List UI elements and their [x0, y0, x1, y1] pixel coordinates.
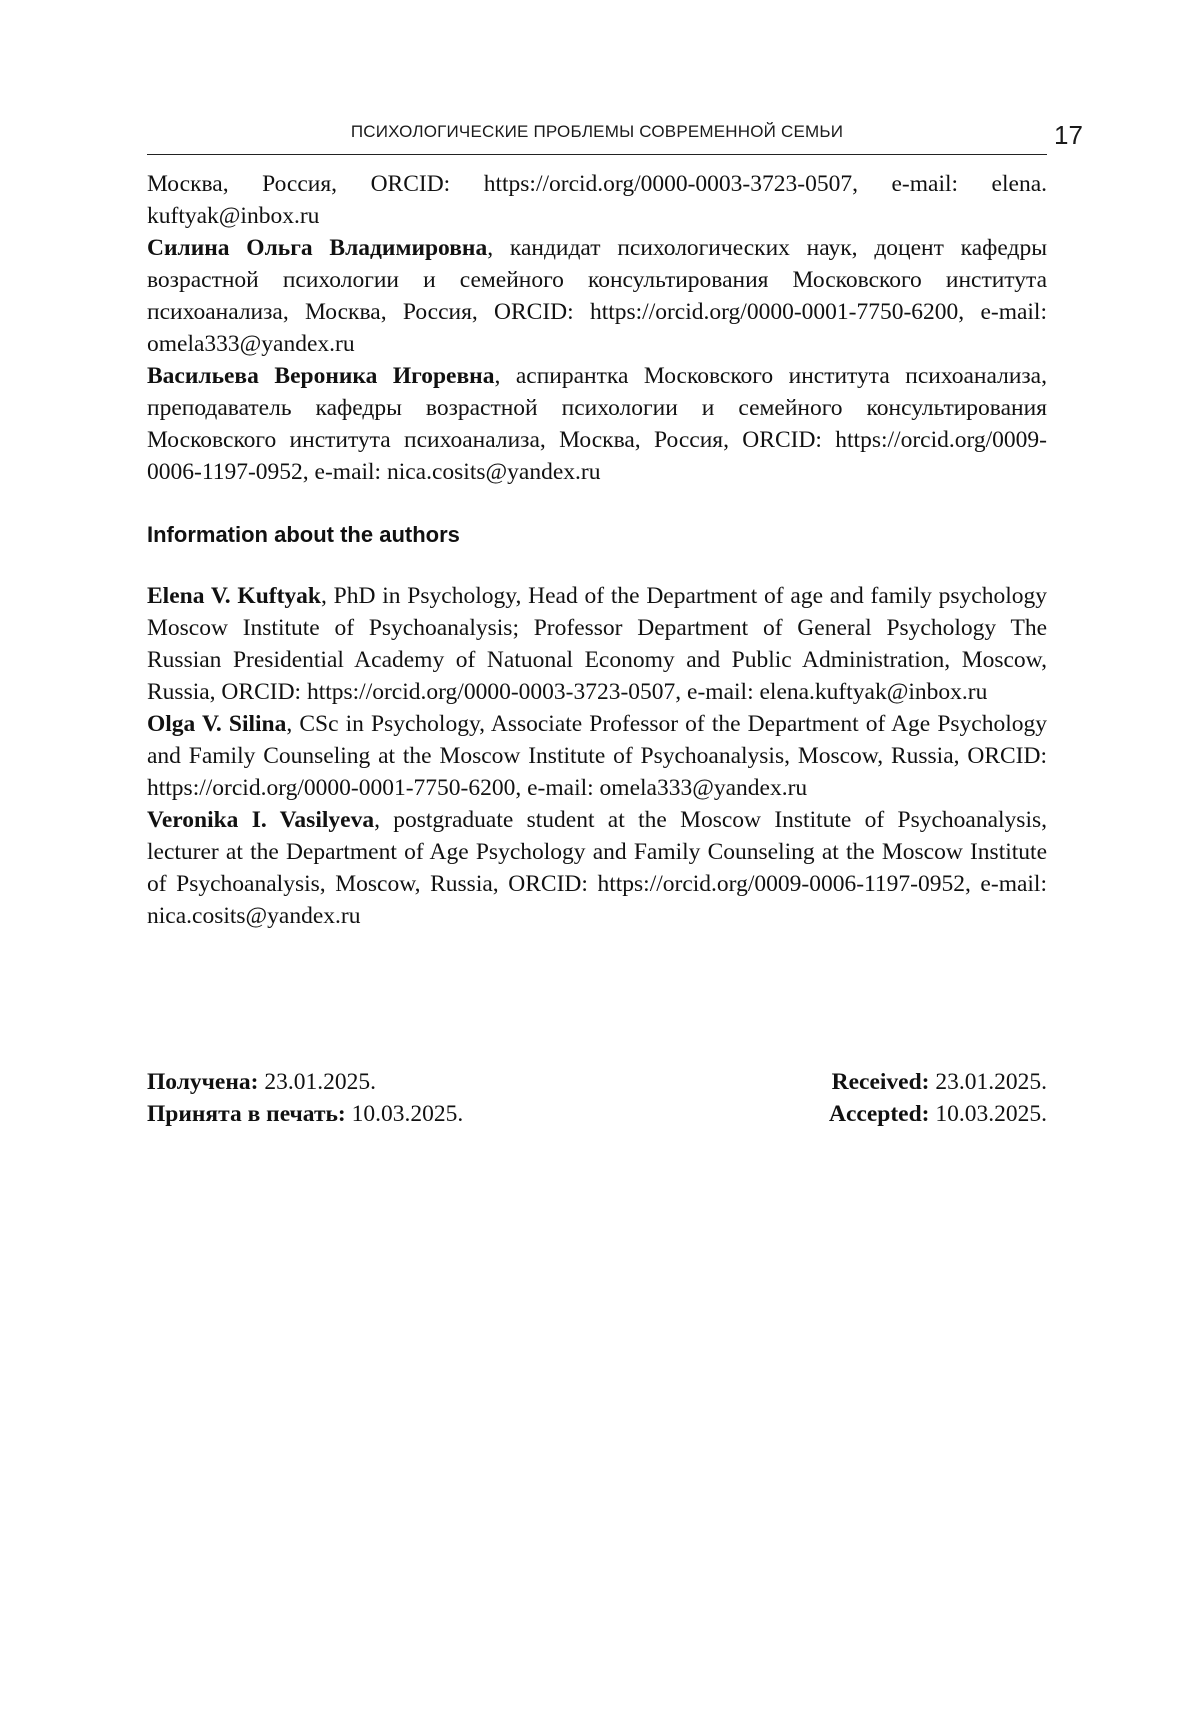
author-info-kuftyak-en	[147, 580, 1047, 708]
running-header	[147, 114, 1047, 155]
received-date-ru	[147, 1066, 463, 1098]
author-info-silina-ru	[147, 232, 1047, 360]
author-name: Силина Ольга Владимировна	[147, 235, 488, 261]
received-value-en: 23.01.2025.	[929, 1069, 1047, 1095]
author-name: Veronika I. Vasilyeva	[147, 807, 375, 833]
running-title: ПСИХОЛОГИЧЕСКИЕ ПРОБЛЕМЫ СОВРЕМЕННОЙ СЕМЬИ	[350, 122, 844, 141]
accepted-label-en: Accepted:	[829, 1101, 930, 1127]
accepted-date-en	[829, 1098, 1047, 1130]
author-details: , CSc in Psychology, Associate Professor of the Department of Age Psychology and Family Counseling at the Moscow Institute of Psychoanalysis, Moscow, Russia, ORCID: https://orcid.org/0000-0001-7750-6200, e-mail: omela333@yandex.ru	[147, 711, 1047, 801]
author-details: , PhD in Psychology, Head of the Department of age and family psychology Moscow Institute of Psychoanalysis; Professor Department of General Psychology The Russian Presidential Academy of Natuonal Economy and Public Administration, Moscow, Russia, ORCID: https://orcid.org/0000-0003-3723-0507, e-mail: elena.kuftyak@inbox.ru	[147, 583, 1048, 705]
received-value-ru: 23.01.2025.	[258, 1069, 376, 1095]
dates-ru	[147, 1066, 463, 1130]
author-name: Васильева Вероника Игоревна	[147, 363, 495, 389]
author-details: , аспирантка Московского института психоанализа, преподаватель кафедры возрастной психологии и семейного консультирования Московского института психоанализа, Москва, Россия, ORCID: https://orcid.org/0009-0006-1197-0952, e-mail: nica.cosits@yandex.ru	[147, 363, 1047, 485]
page-body	[147, 168, 1047, 932]
accepted-date-ru	[147, 1098, 463, 1130]
author-name: Olga V. Silina	[147, 711, 287, 737]
page-number: 17	[1054, 120, 1083, 150]
accepted-value-en: 10.03.2025.	[929, 1101, 1047, 1127]
accepted-label-ru: Принята в печать:	[147, 1101, 346, 1127]
dates-en	[829, 1066, 1047, 1130]
author-info-silina-en	[147, 708, 1047, 804]
publication-dates	[147, 1066, 1047, 1130]
accepted-value-ru: 10.03.2025.	[345, 1101, 464, 1127]
author-details: , кандидат психологических наук, доцент кафедры возрастной психологии и семейного консультирования Московского института психоанализа, Москва, Россия, ORCID: https://orcid.org/0000-0001-7750-6200, e-mail: omela333@yandex.ru	[147, 235, 1047, 357]
received-label-ru: Получена:	[147, 1069, 259, 1095]
author-name: Elena V. Kuftyak	[147, 583, 321, 609]
author-info-vasilyeva-ru	[147, 360, 1047, 488]
author-info-vasilyeva-en	[147, 804, 1047, 932]
author-details: , postgraduate student at the Moscow Institute of Psychoanalysis, lecturer at the Department of Age Psychology and Family Counseling at the Moscow Institute of Psychoanalysis, Moscow, Russia, ORCID: https://orcid.org/0009-0006-1197-0952, e-mail: nica.cosits@yandex.ru	[147, 807, 1048, 929]
author-info-continuation: Москва, Россия, ORCID: https://orcid.org/0000-0003-3723-0507, e-mail: elena. kuftyak@inbox.ru	[147, 171, 1047, 229]
received-label-en: Received:	[831, 1069, 930, 1095]
received-date-en	[829, 1066, 1047, 1098]
section-heading: Information about the authors	[147, 522, 460, 547]
